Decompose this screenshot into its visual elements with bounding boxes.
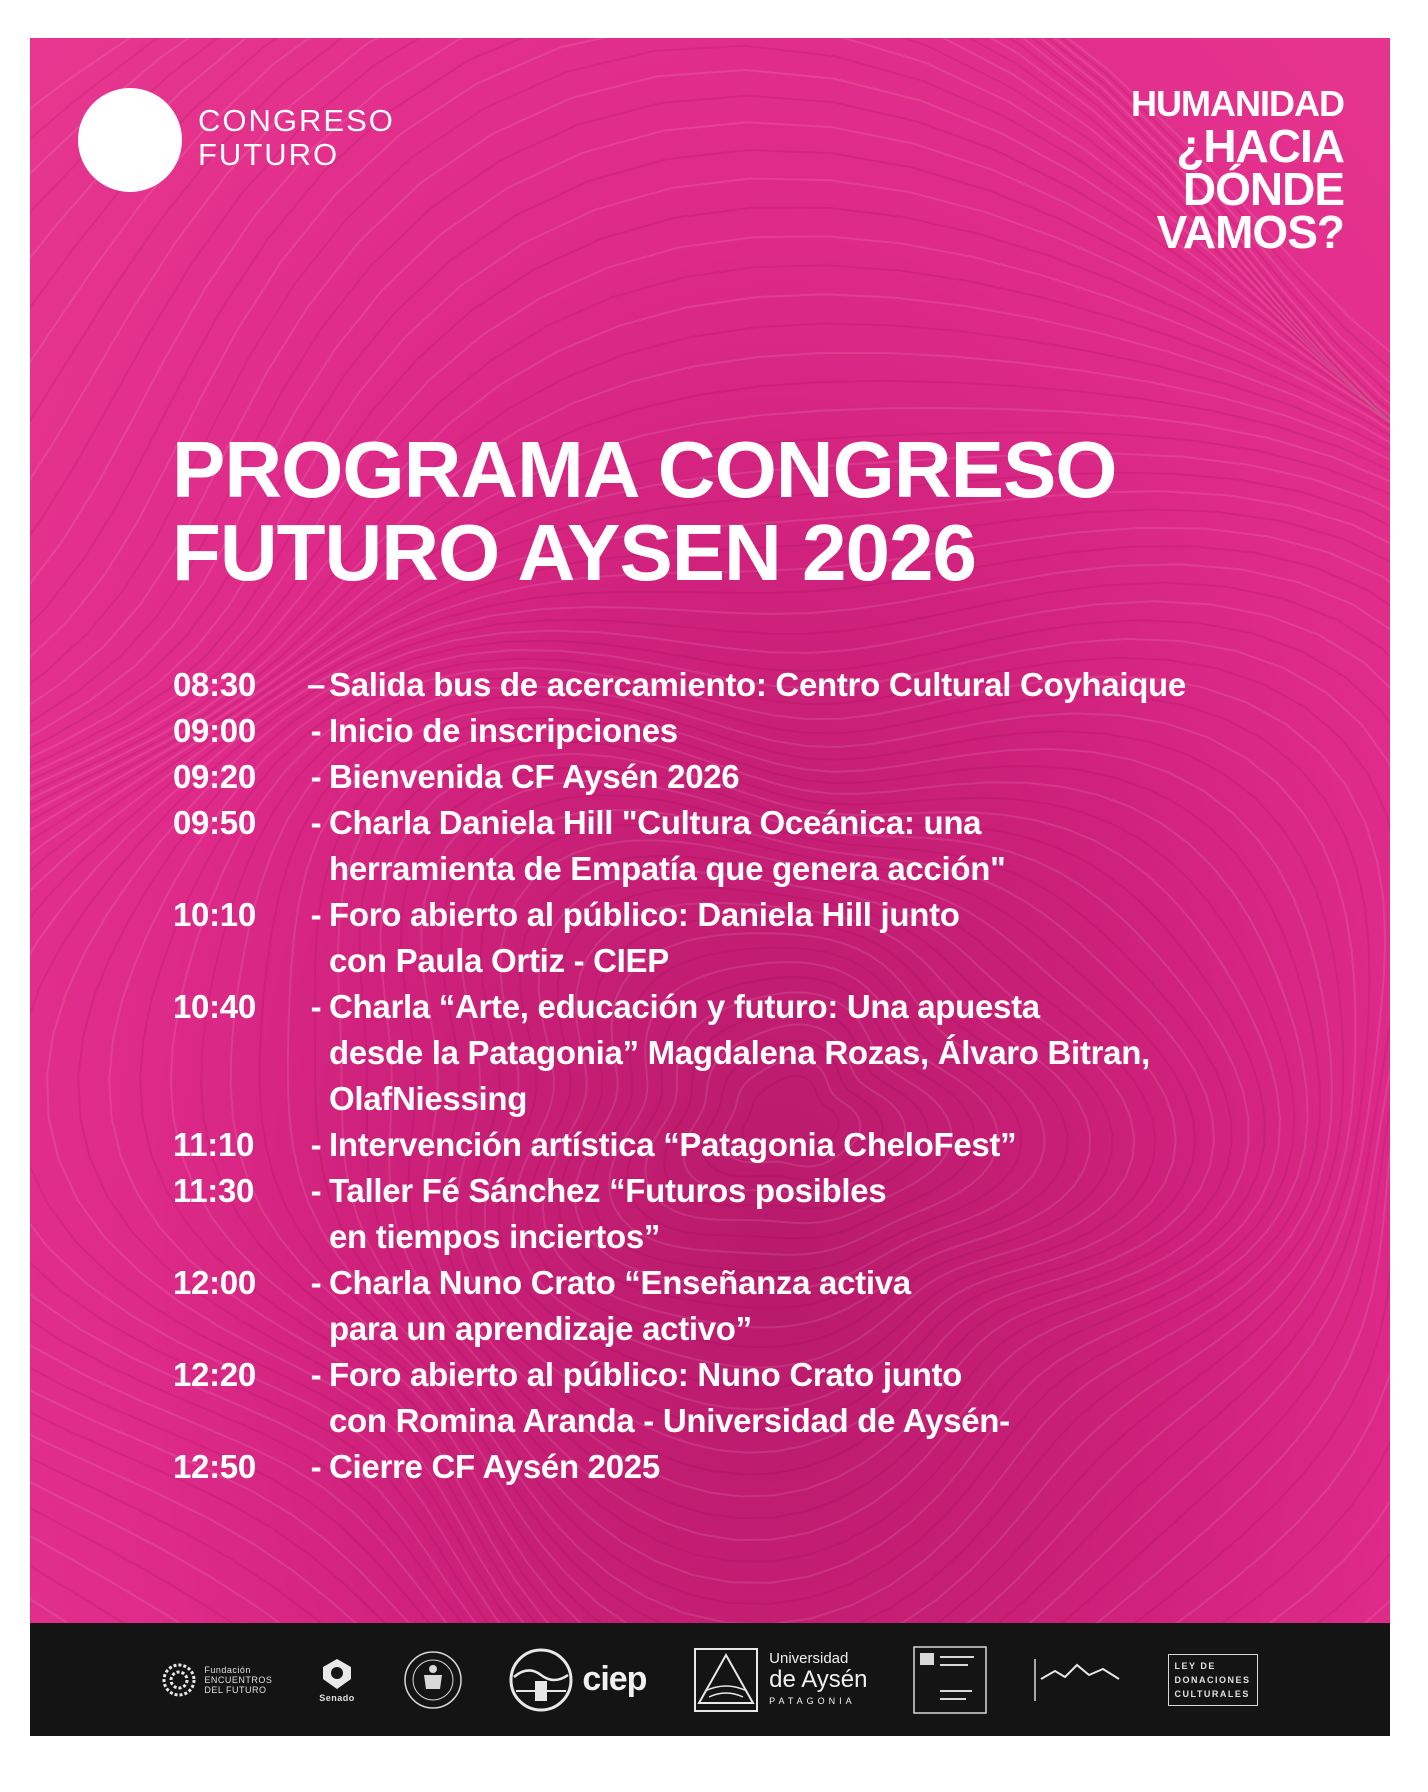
schedule-description	[329, 754, 1353, 800]
schedule-time: 12:00	[173, 1264, 256, 1301]
fundacion-line-1: Fundación	[204, 1664, 251, 1675]
ley-line-1: LEY DE	[1174, 1660, 1216, 1671]
schedule-time: 10:40	[173, 988, 256, 1025]
schedule-time: 11:30	[173, 1172, 255, 1209]
schedule-dash: -	[310, 1356, 322, 1393]
schedule-dash: -	[310, 1126, 322, 1163]
schedule-dash: -	[310, 804, 322, 841]
schedule-list	[173, 662, 1353, 1490]
title-line-1: PROGRAMA CONGRESO	[172, 425, 1117, 514]
schedule-description	[329, 1260, 1353, 1352]
page-title	[172, 425, 1117, 597]
schedule-description-line: herramienta de Empatía que genera acción"	[329, 850, 1006, 887]
gobierno-chile-icon	[912, 1645, 988, 1715]
schedule-time: 09:50	[173, 804, 256, 841]
ciep-label: ciep	[582, 1660, 647, 1698]
schedule-item	[173, 892, 1353, 984]
congreso-futuro-logo-text	[198, 104, 395, 172]
schedule-time: 12:20	[173, 1356, 256, 1393]
schedule-time: 11:10	[173, 1126, 255, 1163]
schedule-description-line: OlafNiessing	[329, 1080, 528, 1117]
tagline	[1131, 82, 1344, 258]
universidad-line-2: de Aysén	[769, 1665, 868, 1693]
schedule-dash: -	[310, 988, 322, 1025]
schedule-item	[173, 984, 1353, 1122]
sponsor-bar	[30, 1623, 1390, 1736]
ciep-emblem-icon	[508, 1647, 574, 1713]
fundacion-globe-icon	[162, 1663, 196, 1697]
schedule-description	[329, 1352, 1353, 1444]
senado-logo	[317, 1657, 357, 1703]
schedule-time: 08:30	[173, 666, 256, 703]
fundacion-line-2: ENCUENTROS	[204, 1674, 273, 1685]
schedule-item	[173, 1444, 1353, 1490]
camara-diputados-seal	[402, 1649, 464, 1711]
logo-line-1: CONGRESO	[198, 103, 395, 138]
gobierno-chile-logo	[912, 1645, 988, 1715]
museo-mountain-line-icon	[1033, 1655, 1123, 1705]
schedule-description-line: Foro abierto al público: Nuno Crato junto	[329, 1356, 962, 1393]
tagline-line-2: ¿HACIA	[1176, 120, 1344, 172]
schedule-description-line: con Romina Aranda - Universidad de Aysén-	[329, 1402, 1010, 1439]
ley-line-3: CULTURALES	[1174, 1688, 1250, 1699]
schedule-time: 09:20	[173, 758, 256, 795]
schedule-description	[329, 800, 1353, 892]
schedule-item	[173, 1260, 1353, 1352]
schedule-time: 09:00	[173, 712, 256, 749]
schedule-item	[173, 662, 1353, 708]
schedule-description-line: Salida bus de acercamiento: Centro Cultural Coyhaique	[329, 666, 1186, 703]
universidad-line-1: Universidad	[769, 1649, 849, 1667]
schedule-description-line: Charla Nuno Crato “Enseñanza activa	[329, 1264, 911, 1301]
schedule-item	[173, 708, 1353, 754]
schedule-time: 10:10	[173, 896, 256, 933]
schedule-description-line: desde la Patagonia” Magdalena Rozas, Álvaro Bitran,	[329, 1034, 1150, 1071]
logo-line-2: FUTURO	[198, 137, 340, 172]
schedule-dash: -	[310, 758, 322, 795]
schedule-item	[173, 800, 1353, 892]
ley-donaciones-logo	[1168, 1654, 1258, 1706]
schedule-description	[329, 1168, 1353, 1260]
ciep-logo	[508, 1647, 646, 1713]
event-poster	[30, 38, 1390, 1736]
schedule-description-line: Bienvenida CF Aysén 2026	[329, 758, 740, 795]
schedule-description	[329, 1122, 1353, 1168]
schedule-dash: -	[310, 896, 322, 933]
schedule-item	[173, 754, 1353, 800]
schedule-dash: -	[310, 712, 322, 749]
fundacion-encuentros-logo	[162, 1663, 272, 1697]
schedule-description-line: Taller Fé Sánchez “Futuros posibles	[329, 1172, 887, 1209]
title-line-2: FUTURO AYSEN 2026	[172, 508, 977, 597]
schedule-description-line: en tiempos inciertos”	[329, 1218, 661, 1255]
ley-line-2: DONACIONES	[1174, 1674, 1251, 1685]
schedule-item	[173, 1122, 1353, 1168]
schedule-description	[329, 662, 1353, 708]
schedule-dash: –	[306, 666, 326, 703]
schedule-description-line: Cierre CF Aysén 2025	[329, 1448, 660, 1485]
schedule-description-line: Charla Daniela Hill "Cultura Oceánica: una	[329, 804, 982, 841]
senado-crest-icon	[317, 1657, 357, 1691]
schedule-description	[329, 892, 1353, 984]
schedule-item	[173, 1352, 1353, 1444]
senado-label: Senado	[319, 1692, 355, 1703]
schedule-description	[329, 984, 1353, 1122]
museo-regional-logo	[1033, 1655, 1123, 1705]
schedule-description	[329, 1444, 1353, 1490]
schedule-dash: -	[310, 1172, 322, 1209]
schedule-dash: -	[310, 1264, 322, 1301]
schedule-dash: -	[310, 1448, 322, 1485]
congreso-futuro-logo-icon	[78, 88, 182, 192]
schedule-description-line: Charla “Arte, educación y futuro: Una apuesta	[329, 988, 1040, 1025]
schedule-description-line: con Paula Ortiz - CIEP	[329, 942, 669, 979]
tagline-line-3: DÓNDE	[1182, 163, 1344, 215]
schedule-description-line: Intervención artística “Patagonia CheloFest”	[329, 1126, 1017, 1163]
universidad-aysen-logo	[691, 1645, 867, 1715]
schedule-description-line: Inicio de inscripciones	[329, 712, 678, 749]
universidad-line-3: PATAGONIA	[769, 1695, 856, 1706]
schedule-description	[329, 708, 1353, 754]
universidad-mountain-icon	[691, 1645, 761, 1715]
camara-seal-icon	[402, 1649, 464, 1711]
tagline-line-4: VAMOS?	[1156, 206, 1344, 258]
tagline-line-1: HUMANIDAD	[1131, 83, 1344, 124]
schedule-item	[173, 1168, 1353, 1260]
schedule-description-line: para un aprendizaje activo”	[329, 1310, 752, 1347]
schedule-time: 12:50	[173, 1448, 256, 1485]
schedule-description-line: Foro abierto al público: Daniela Hill junto	[329, 896, 960, 933]
fundacion-line-3: DEL FUTURO	[204, 1684, 267, 1695]
